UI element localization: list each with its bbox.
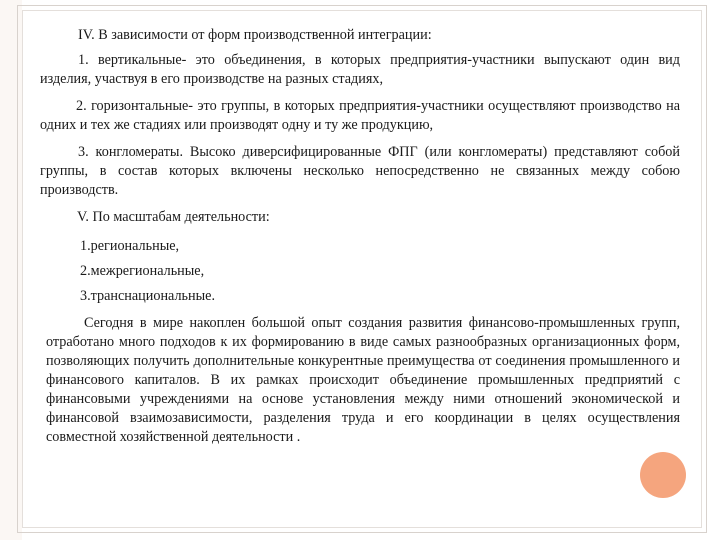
slide-body (40, 26, 680, 447)
heading-v: V. По масштабам деятельности: (77, 209, 270, 225)
paragraph-horizontal: 2. горизонтальные- это группы, в которых предприятия-участники осуществляют производство на одних и тех же стадиях или производят одну и ту же продукцию, (40, 98, 680, 133)
paragraph-conclusion: Сегодня в мире накоплен большой опыт создания развития финансово-промышленных групп, отработано много подходов к их формированию в виде самых разнообразных организационных форм, позволяющих получить дополнительные конкурентные преимущества от соединения промышленного и финансового капиталов. В их рамках происходит объединение промышленных предприятий с финансовыми учреждениями на основе установления между ними отношений экономической и финансовой взаимозависимости, разделения труда и его координации в целях осуществления совместной хозяйственной деятельности . (46, 315, 680, 445)
paragraph-conglomerates: 3. конгломераты. Высоко диверсифицированные ФПГ (или конгломераты) представляют собой группы, в состав которых включены несколько непосредственно не связанных между собою производств. (40, 144, 680, 198)
list-item-transnational: 3.транснациональные. (80, 288, 215, 304)
list-item-regional: 1.региональные, (80, 238, 180, 254)
paragraph-vertical: 1. вертикальные- это объединения, в которых предприятия-участники выпускают один вид изделия, участвуя в его производстве на разных стадиях, (40, 52, 680, 87)
list-item-interregional: 2.межрегиональные, (80, 263, 205, 279)
decorative-circle (640, 452, 686, 498)
heading-iv: IV. В зависимости от форм производственной интеграции: (78, 27, 432, 43)
